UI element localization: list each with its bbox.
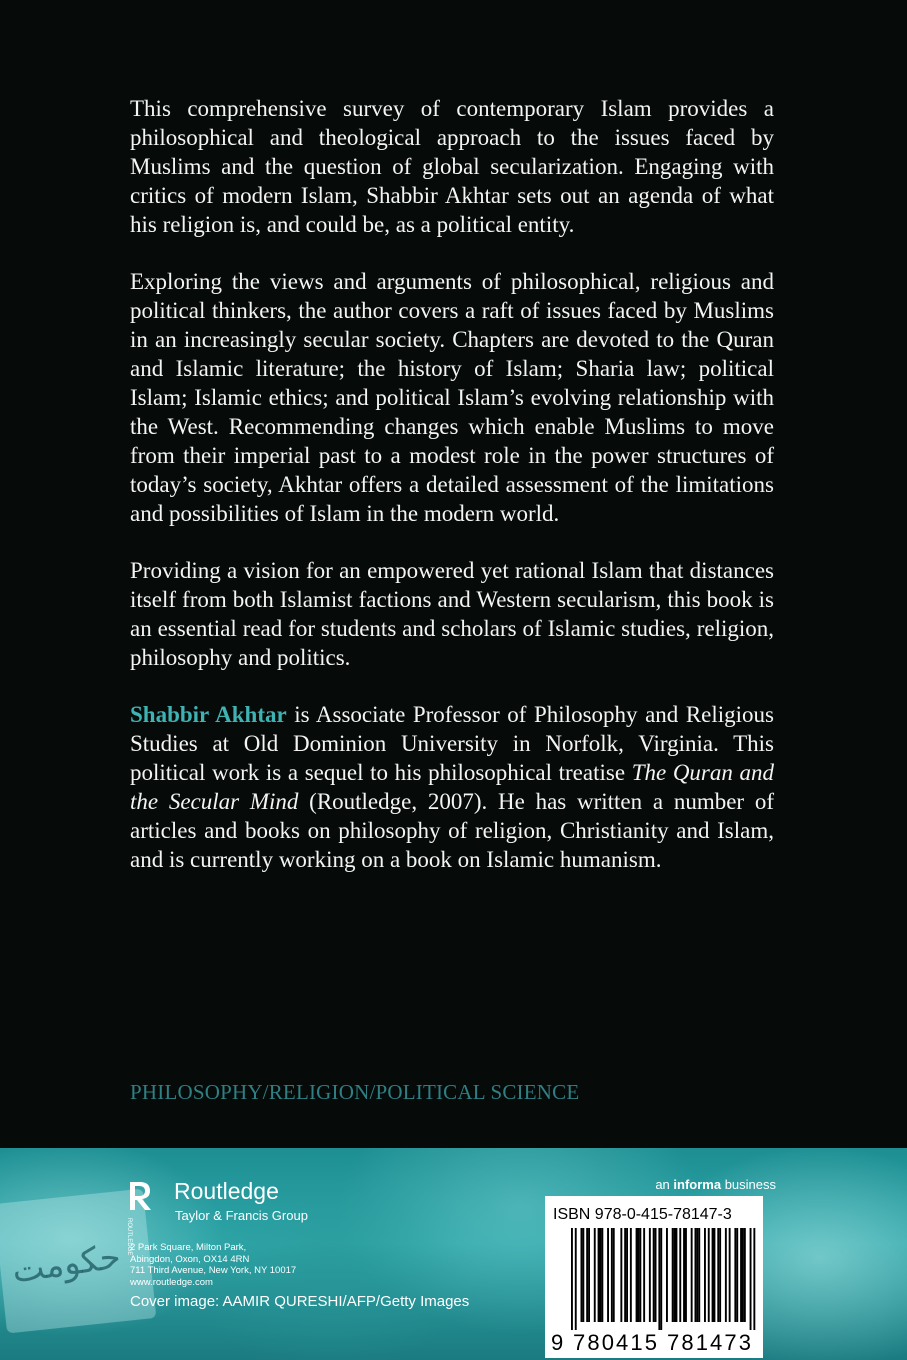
barcode-bar <box>734 1228 736 1322</box>
author-bio <box>130 700 774 874</box>
barcode-bar <box>750 1228 752 1330</box>
footer-cover-image-band <box>0 1148 907 1360</box>
barcode-bar <box>655 1228 657 1322</box>
publisher-website: www.routledge.com <box>130 1276 213 1288</box>
barcode-bar <box>696 1228 698 1322</box>
barcode-bar <box>683 1228 685 1322</box>
subject-category: PHILOSOPHY/RELIGION/POLITICAL SCIENCE <box>130 1080 580 1104</box>
informa-prefix: an <box>655 1177 674 1192</box>
barcode-bar <box>639 1228 641 1322</box>
address-line: 711 Third Avenue, New York, NY 10017 <box>130 1265 297 1276</box>
barcode-bar <box>620 1228 622 1322</box>
barcode-bar <box>658 1228 660 1330</box>
barcode-bar <box>638 1228 640 1322</box>
author-bio-part-1: is Associate Professor of Philosophy and Religious Studies at Old Dominion University in Norfolk, Virginia. This political work is a sequel to his philosophical treatise <box>130 702 775 785</box>
barcode-bar <box>598 1228 600 1322</box>
barcode-bar <box>588 1228 590 1322</box>
sign-script-image: حکومت <box>9 1236 124 1292</box>
barcode-bar <box>719 1228 721 1322</box>
barcode-bar <box>607 1228 609 1322</box>
barcode-first-digit: 9 <box>551 1330 564 1355</box>
barcode-bar <box>753 1228 755 1330</box>
informa-business-tagline <box>655 1177 776 1192</box>
barcode-bar <box>613 1228 615 1322</box>
barcode-bar <box>586 1228 588 1322</box>
barcode-bar <box>695 1228 697 1322</box>
barcode-graphic <box>545 1226 763 1356</box>
barcode-bars <box>571 1228 755 1330</box>
barcode-bar <box>643 1228 645 1322</box>
author-name: Shabbir Akhtar <box>130 702 287 727</box>
blurb-paragraph-1: This comprehensive survey of contemporary Islam provides a philosophical and theological approach to the issues faced by Muslims and the question of global secularization. Engaging with critics of modern Islam, Shabbir Akhtar sets out an agenda of what his religion is, and could be, as a political entity. <box>130 96 774 237</box>
barcode-bar <box>649 1228 651 1322</box>
barcode-bar <box>717 1228 719 1322</box>
logo-vertical-text: ROUTLEDGE <box>126 1218 132 1256</box>
barcode-bar <box>636 1228 638 1322</box>
barcode-bar <box>653 1228 655 1322</box>
barcode-bar <box>581 1228 583 1322</box>
barcode-bar <box>571 1228 573 1330</box>
publisher-group: Taylor & Francis Group <box>175 1208 308 1223</box>
barcode-bar <box>729 1228 731 1322</box>
cover-image-credit: Cover image: AAMIR QURESHI/AFP/Getty Images <box>130 1293 470 1310</box>
barcode-bar <box>679 1228 681 1322</box>
blurb-paragraph-3: Providing a vision for an empowered yet rational Islam that distances itself from both Islamist factions and Western secularism, this book is an essential read for students and scholars of Islamic studies, religion, philosophy and politics. <box>130 558 774 670</box>
publisher-name: Routledge <box>174 1178 279 1204</box>
address-line: 2 Park Square, Milton Park, <box>130 1242 247 1253</box>
barcode-bar <box>601 1228 603 1322</box>
barcode-bar <box>742 1228 744 1322</box>
barcode-bar <box>624 1228 626 1322</box>
author-bio-part-2: (Routledge, 2007). He has written a number of articles and books on philosophy of religion, Christianity and Islam, and is currently working on a book on Islamic humanism. <box>130 789 775 872</box>
barcode-bar <box>594 1228 596 1322</box>
barcode-bar <box>626 1228 628 1322</box>
blurb-text <box>130 94 774 902</box>
barcode-bar <box>672 1228 674 1322</box>
barcode-digits-right: 781473 <box>667 1330 751 1355</box>
barcode-bar <box>708 1228 710 1322</box>
informa-suffix: business <box>721 1177 776 1192</box>
barcode-bar <box>630 1228 632 1322</box>
related-book-title: The Quran and the Secular Mind <box>130 760 775 814</box>
barcode-bar <box>698 1228 700 1322</box>
address-line: Abingdon, Oxon, OX14 4RN <box>130 1253 250 1265</box>
routledge-logo-icon <box>126 1178 166 1256</box>
barcode-bar <box>674 1228 676 1322</box>
barcode-bar <box>704 1228 706 1322</box>
barcode-bar <box>714 1228 716 1322</box>
publisher-address <box>130 1242 296 1288</box>
barcode-bar <box>691 1228 693 1322</box>
barcode-bar <box>582 1228 584 1322</box>
barcode-bar <box>736 1228 738 1322</box>
isbn-barcode-box <box>545 1196 763 1358</box>
barcode-bar <box>712 1228 714 1322</box>
barcode-bar <box>600 1228 602 1322</box>
informa-brand: informa <box>673 1177 722 1192</box>
barcode-bar <box>676 1228 678 1322</box>
barcode-bar <box>611 1228 613 1322</box>
barcode-digits-left: 780415 <box>573 1330 657 1355</box>
barcode-bar <box>740 1228 742 1322</box>
barcode-bar <box>744 1228 746 1322</box>
barcode-bar <box>685 1228 687 1322</box>
barcode-bar <box>575 1228 577 1330</box>
barcode-bar <box>725 1228 727 1322</box>
barcode-bar <box>660 1228 662 1330</box>
blurb-paragraph-2: Exploring the views and arguments of philosophical, religious and political thinkers, the author covers a raft of issues faced by Muslims in an increasingly secular society. Chapters are devoted to the Quran and Islamic literature; the history of Islam; Sharia law; political Islam; Islamic ethics; and political Islam’s evolving relationship with the West. Recommending changes which enable Muslims to move from their imperial past to a modest role in the power structures of today’s society, Akhtar offers a detailed assessment of the limitations and possibilities of Islam in the modern world. <box>130 269 774 526</box>
barcode-bar <box>666 1228 668 1322</box>
isbn-label: ISBN 978-0-415-78147-3 <box>553 1206 732 1223</box>
